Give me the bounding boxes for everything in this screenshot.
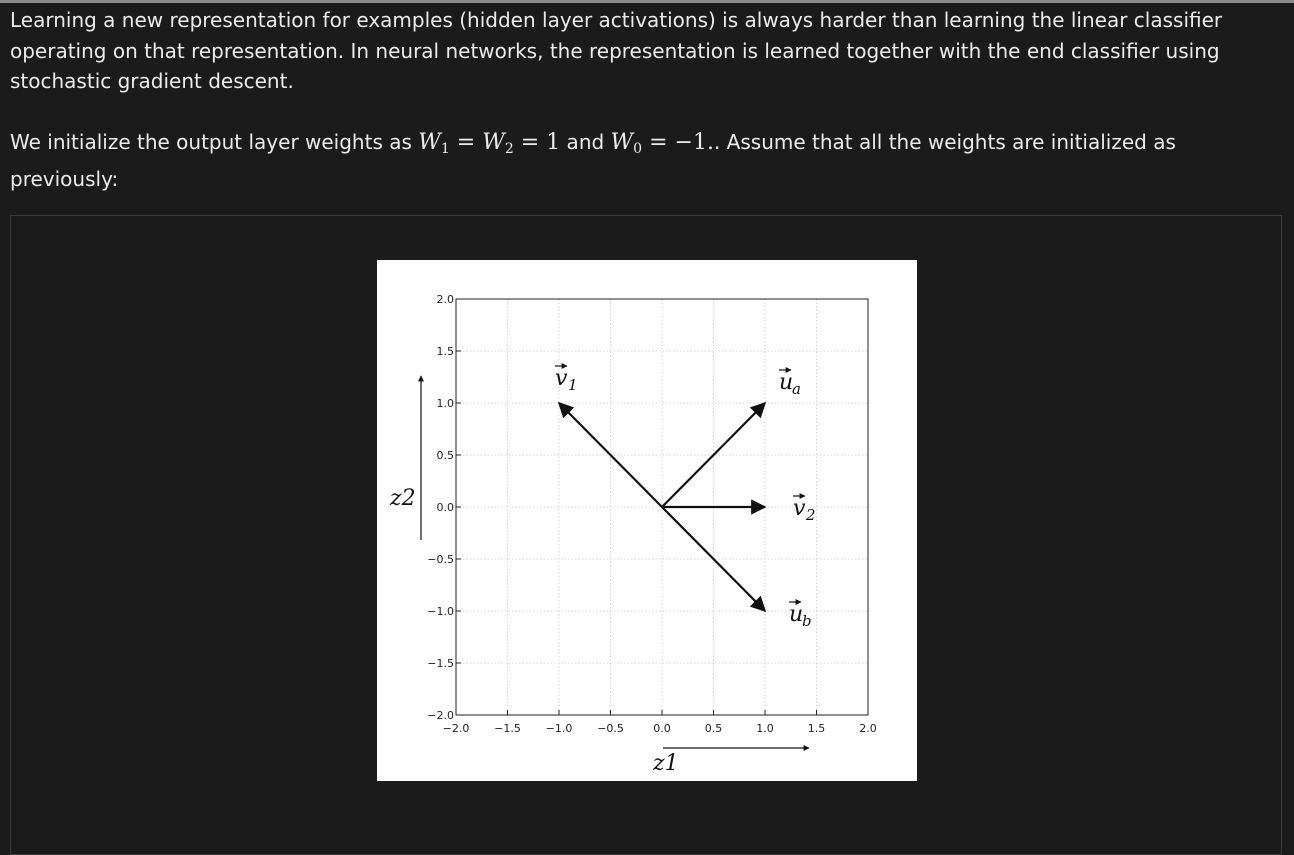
tick-label-y: −1.0 bbox=[427, 605, 454, 618]
tick-label-x: 1.0 bbox=[756, 722, 774, 735]
tick-label-x: 0.5 bbox=[704, 722, 723, 735]
vector-label-letter: u bbox=[789, 602, 804, 627]
init-text-and: and bbox=[560, 129, 611, 154]
tick-label-x: 2.0 bbox=[859, 722, 877, 735]
vector-plot-image[interactable] bbox=[377, 260, 917, 781]
vector-label-letter: v bbox=[555, 366, 568, 391]
tick-label-y: 0.0 bbox=[436, 501, 454, 514]
init-text-start: We initialize the output layer weights as bbox=[10, 129, 419, 154]
tick-label-y: 1.0 bbox=[436, 397, 454, 410]
figure-panel bbox=[10, 215, 1282, 855]
vector-plot bbox=[377, 260, 917, 781]
vector-label-letter: u bbox=[779, 370, 794, 395]
vector-label-subscript: a bbox=[792, 380, 801, 398]
vector-label-subscript: 1 bbox=[568, 376, 578, 394]
weight-equation: $W_1 = W_2 = 1$ bbox=[418, 129, 561, 157]
tick-label-x: 0.0 bbox=[653, 722, 671, 735]
tick-label-y: −0.5 bbox=[427, 553, 454, 566]
top-divider bbox=[0, 0, 1294, 3]
paragraph-representation: Learning a new representation for examples (hidden layer activations) is always harder than learning the linear classifier operating on that representation. In neural networks, the representation is learned together with the end classifier using stochastic gradient descent. bbox=[10, 8, 1223, 93]
vector-label-letter: v bbox=[793, 496, 806, 521]
plot-vectors bbox=[555, 366, 816, 630]
tick-label-y: −2.0 bbox=[427, 709, 454, 722]
tick-label-x: −0.5 bbox=[597, 722, 624, 735]
vector-label-ub bbox=[789, 602, 812, 630]
init-text-end: . Assume that all the weights are initialized as previously: bbox=[10, 129, 1176, 191]
tick-label-y: 2.0 bbox=[436, 293, 454, 306]
tick-label-y: 0.5 bbox=[436, 449, 454, 462]
vector-label-subscript: 2 bbox=[806, 506, 816, 524]
tick-label-x: −1.0 bbox=[545, 722, 573, 735]
tick-label-x: −2.0 bbox=[442, 722, 470, 735]
bias-equation: $W_0 = -1$. bbox=[610, 129, 714, 157]
tick-label-y: 1.5 bbox=[436, 345, 454, 358]
ylabel-text: z2 bbox=[390, 486, 416, 511]
tick-label-x: −1.5 bbox=[494, 722, 521, 735]
vector-label-ua bbox=[779, 370, 801, 398]
tick-label-x: 1.5 bbox=[807, 722, 826, 735]
xlabel-text: z1 bbox=[653, 751, 679, 776]
vector-label-subscript: b bbox=[802, 612, 812, 630]
vector-label-v2 bbox=[793, 496, 816, 524]
tick-label-y: −1.5 bbox=[427, 657, 454, 670]
vector-label-v1 bbox=[555, 366, 578, 394]
paragraph-initialization bbox=[10, 127, 1270, 195]
question-text bbox=[10, 5, 1270, 195]
